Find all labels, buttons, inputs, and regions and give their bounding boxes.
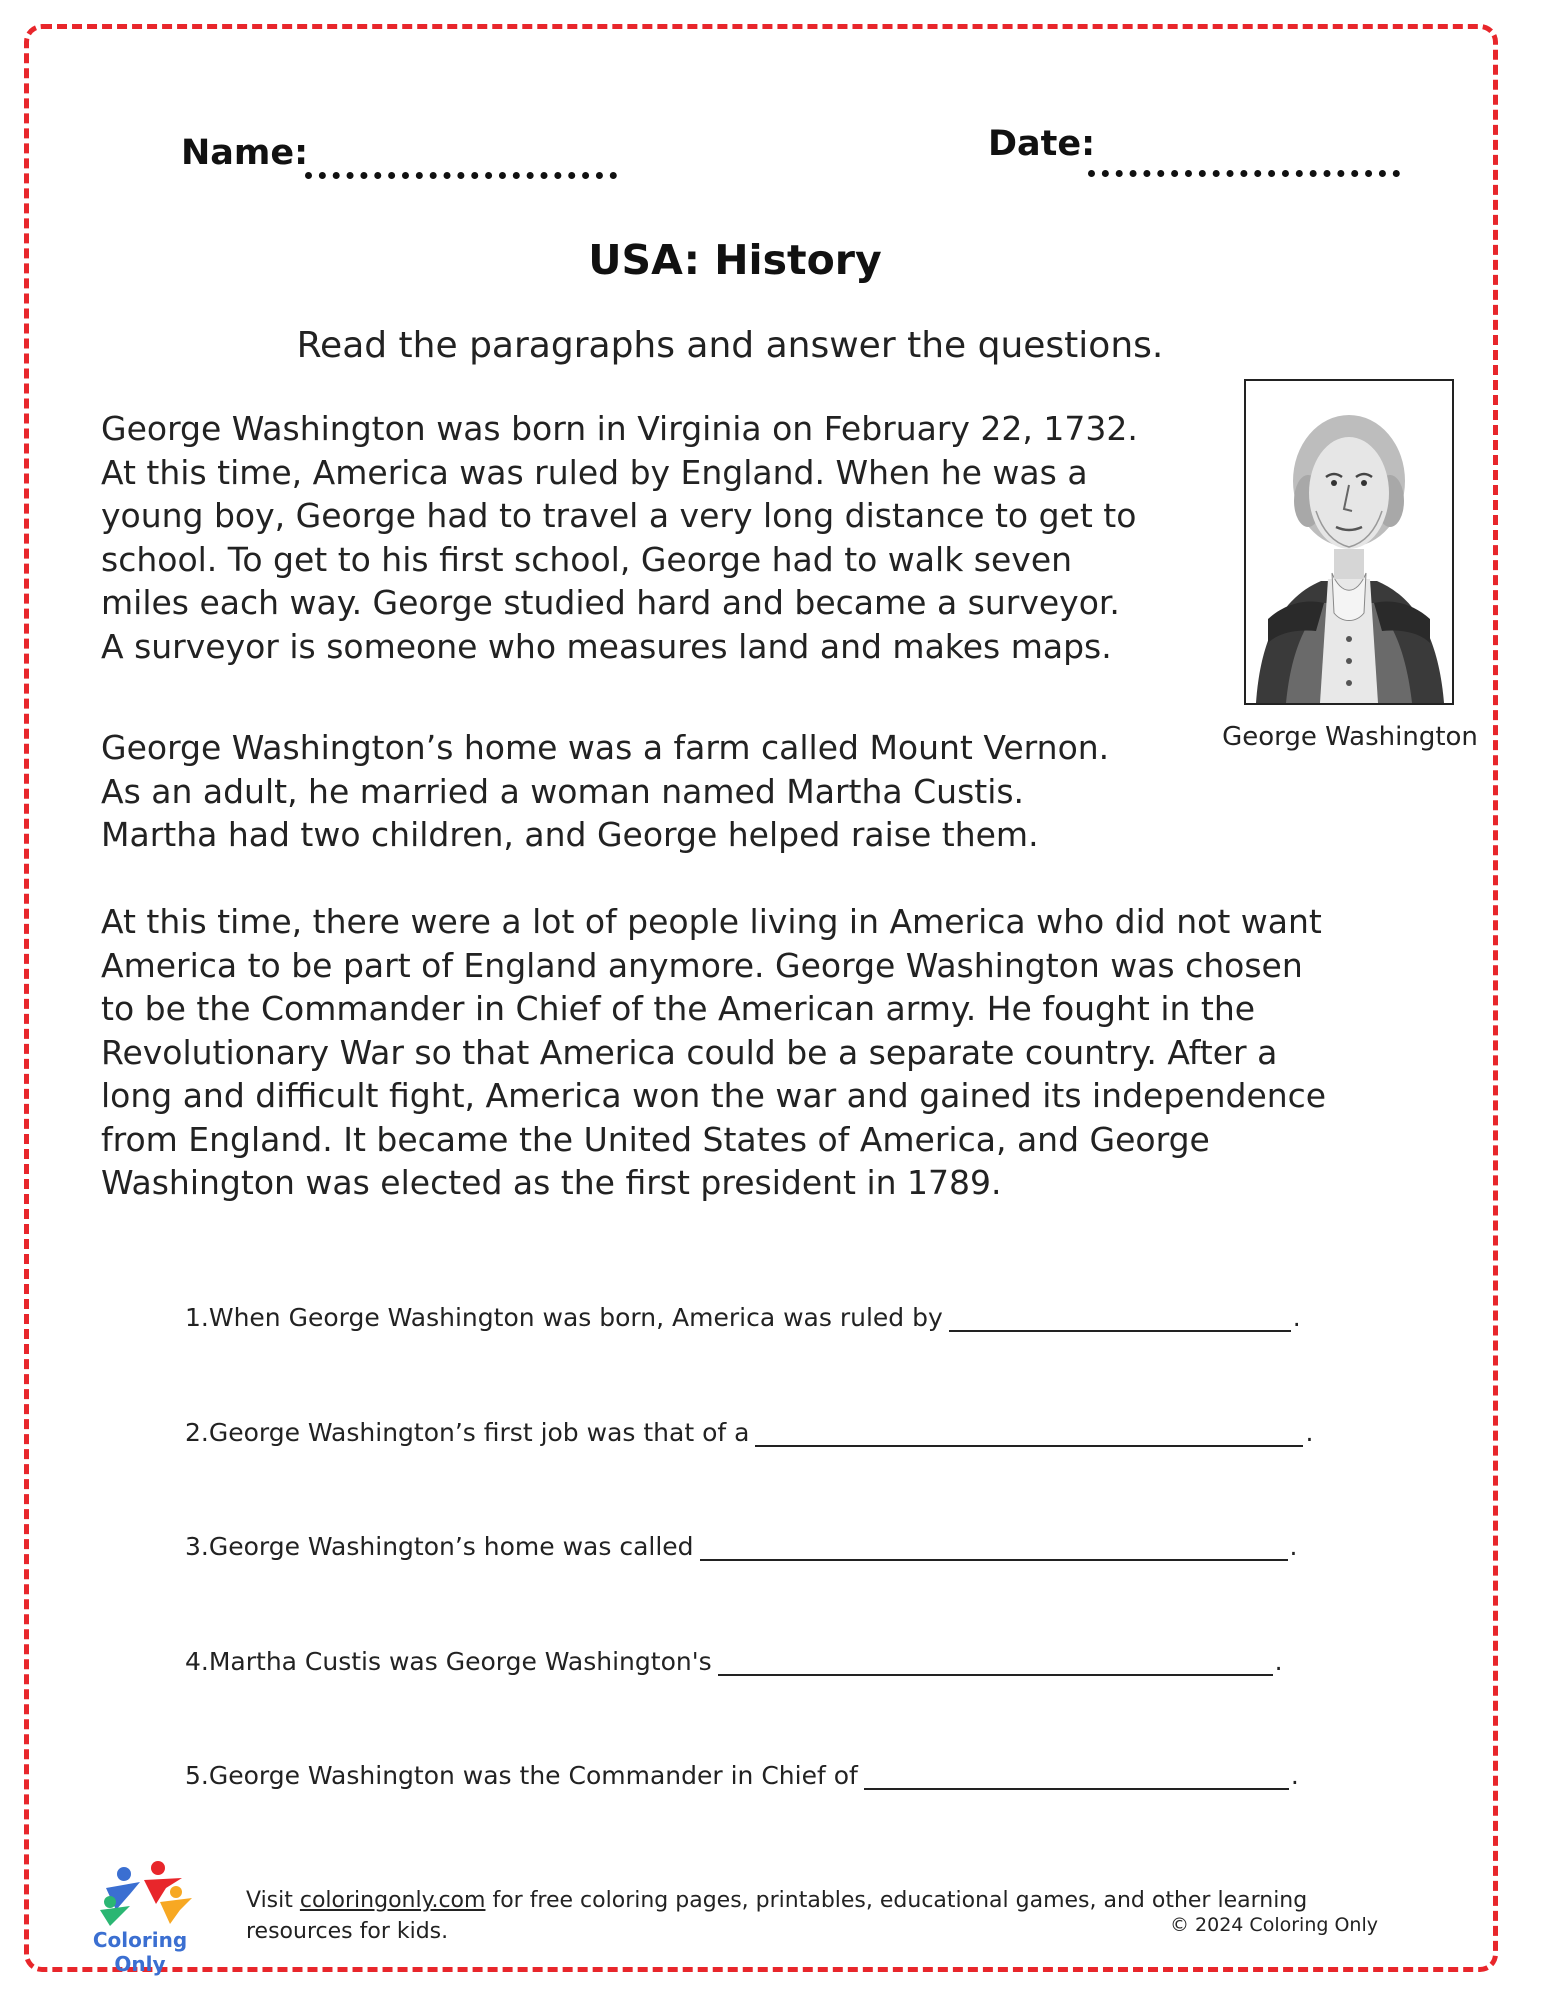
- logo-text: Coloring Only: [92, 1928, 188, 1976]
- question-3-text: 3.George Washington’s home was called: [185, 1532, 694, 1561]
- question-4: [185, 1647, 1283, 1676]
- question-1-text: 1.When George Washington was born, America was ruled by: [185, 1303, 943, 1332]
- george-washington-portrait: [1244, 379, 1454, 705]
- date-label: Date:: [988, 124, 1096, 164]
- paragraph-1: George Washington was born in Virginia on February 22, 1732. At this time, America was ruled by England. When he was a young boy, George had to travel a very long distance to get to school. To get to his first school, George had to walk seven miles each way. George studied hard and became a surveyor. A surveyor is someone who measures land and makes maps.: [101, 409, 1138, 666]
- question-2-period: .: [1305, 1418, 1314, 1447]
- answer-3-blank[interactable]: [700, 1537, 1288, 1561]
- answer-5-blank[interactable]: [864, 1766, 1289, 1790]
- question-5-period: .: [1290, 1761, 1299, 1790]
- question-2-text: 2.George Washington’s first job was that of a: [185, 1418, 750, 1447]
- logo-figures-icon: [70, 1858, 220, 1928]
- question-1-period: .: [1292, 1303, 1301, 1332]
- name-label: Name:: [181, 133, 309, 173]
- question-4-text: 4.Martha Custis was George Washington's: [185, 1647, 712, 1676]
- question-2: [185, 1418, 1313, 1447]
- portrait-caption: George Washington: [1222, 722, 1478, 752]
- footer-rest: for free coloring pages, printables, educational games, and other learning resources for kids.: [246, 1888, 1308, 1944]
- question-3-period: .: [1289, 1532, 1298, 1561]
- paragraph-2: George Washington’s home was a farm called Mount Vernon. As an adult, he married a woman named Martha Custis. Martha had two children, and George helped raise them.: [101, 728, 1110, 854]
- instruction-text: Read the paragraphs and answer the questions.: [296, 325, 1164, 366]
- answer-2-blank[interactable]: [755, 1423, 1303, 1447]
- name-blank-line[interactable]: [305, 172, 617, 179]
- footer-link[interactable]: coloringonly.com: [299, 1888, 486, 1913]
- date-blank-line[interactable]: [1088, 170, 1400, 177]
- answer-4-blank[interactable]: [718, 1652, 1273, 1676]
- answer-1-blank[interactable]: [949, 1308, 1291, 1332]
- copyright-text: © 2024 Coloring Only: [1170, 1914, 1378, 1936]
- page-title: USA: History: [588, 236, 882, 284]
- question-5-text: 5.George Washington was the Commander in Chief of: [185, 1761, 858, 1790]
- question-4-period: .: [1274, 1647, 1283, 1676]
- paragraph-3: At this time, there were a lot of people living in America who did not want America to be part of England anymore. George Washington was chosen to be the Commander in Chief of the American army. He fought in the Revolutionary War so that America could be a separate country. After a long and difficult fight, America won the war and gained its independence from England. It became the United States of America, and George Washington was elected as the first president in 1789.: [101, 902, 1327, 1202]
- footer-visit: Visit: [246, 1888, 300, 1913]
- portrait-illustration-icon: [1246, 381, 1452, 703]
- question-5: [185, 1761, 1299, 1790]
- question-1: [185, 1303, 1301, 1332]
- question-3: [185, 1532, 1298, 1561]
